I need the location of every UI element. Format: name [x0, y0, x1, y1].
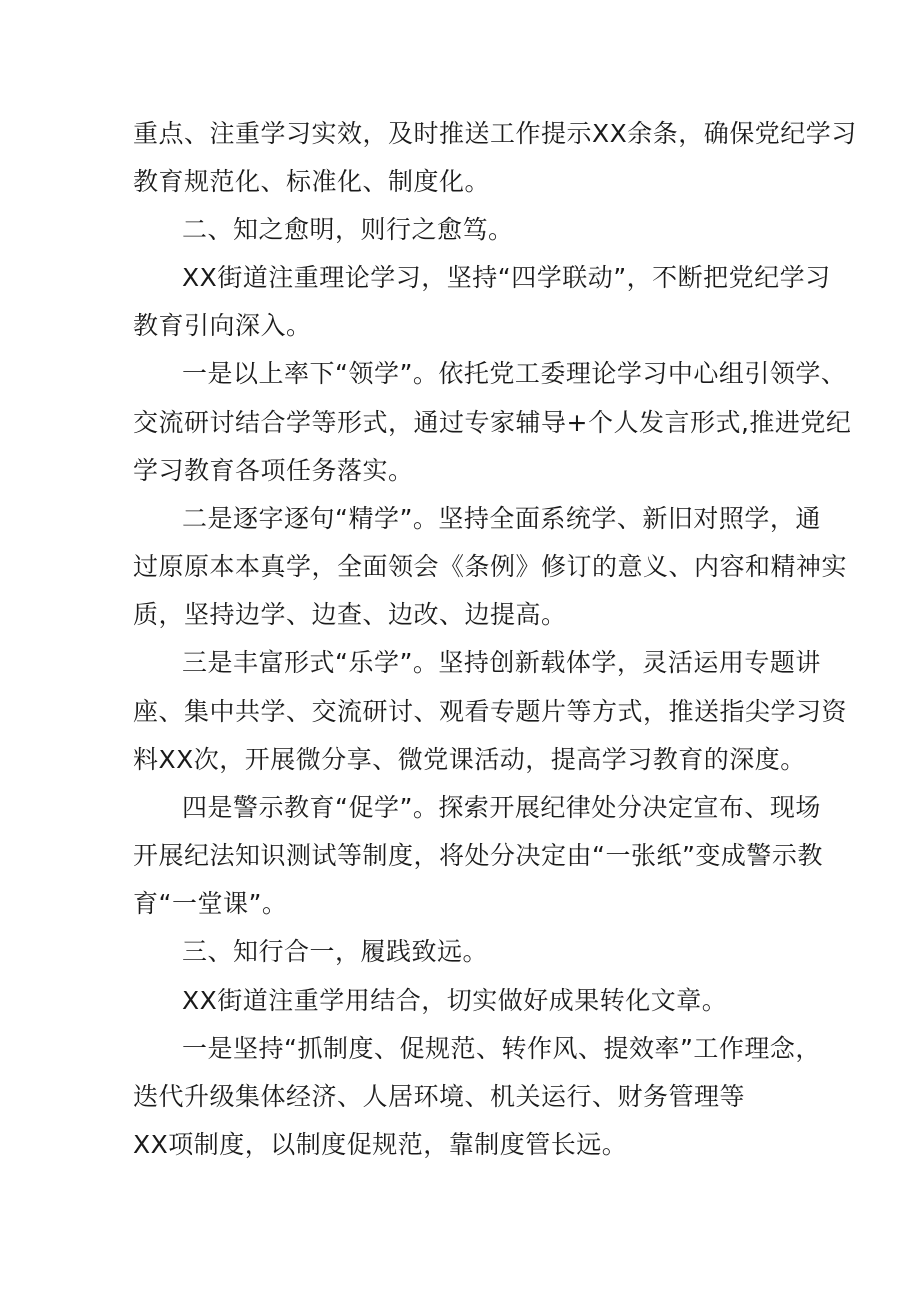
text-line: 学习教育各项任务落实。 — [133, 456, 414, 485]
section-heading: 二、知之愈明，则行之愈笃。 — [182, 215, 514, 244]
text-line: 育“一堂课”。 — [133, 889, 288, 918]
text-line: XX项制度，以制度促规范，靠制度管长远。 — [133, 1130, 628, 1159]
text-line: XX街道注重理论学习，坚持“四学联动”，不断把党纪学习 — [182, 263, 831, 292]
text-line: 三是丰富形式“乐学”。坚持创新载体学，灵活运用专题讲 — [182, 648, 821, 677]
text-line: 教育引向深入。 — [133, 311, 312, 340]
text-line: 座、集中共学、交流研讨、观看专题片等方式，推送指尖学习资 — [133, 697, 848, 726]
text-line: 质，坚持边学、边查、边改、边提高。 — [133, 600, 567, 629]
section-heading: 三、知行合一，履践致远。 — [182, 937, 489, 966]
text-line: 过原原本本真学，全面领会《条例》修订的意义、内容和精神实 — [133, 552, 848, 581]
text-line: 料XX次，开展微分享、微党课活动，提高学习教育的深度。 — [133, 745, 806, 774]
text-line: 交流研讨结合学等形式，通过专家辅导+个人发言形式,推进党纪 — [133, 408, 852, 437]
text-line: 二是逐字逐句“精学”。坚持全面系统学、新旧对照学，通 — [182, 504, 821, 533]
text-line: 四是警示教育“促学”。探索开展纪律处分决定宣布、现场 — [182, 793, 821, 822]
text-line: XX街道注重学用结合，切实做好成果转化文章。 — [182, 986, 728, 1015]
text-line: 迭代升级集体经济、人居环境、机关运行、财务管理等 — [133, 1082, 746, 1111]
text-line: 一是以上率下“领学”。依托党工委理论学习中心组引领学、 — [182, 359, 847, 388]
text-line: 开展纪法知识测试等制度，将处分决定由“一张纸”变成警示教 — [133, 841, 823, 870]
text-line: 一是坚持“抓制度、促规范、转作风、提效率”工作理念， — [182, 1034, 821, 1063]
text-line: 重点、注重学习实效，及时推送工作提示XX余条，确保党纪学习 — [133, 119, 857, 148]
text-line: 教育规范化、标准化、制度化。 — [133, 167, 491, 196]
